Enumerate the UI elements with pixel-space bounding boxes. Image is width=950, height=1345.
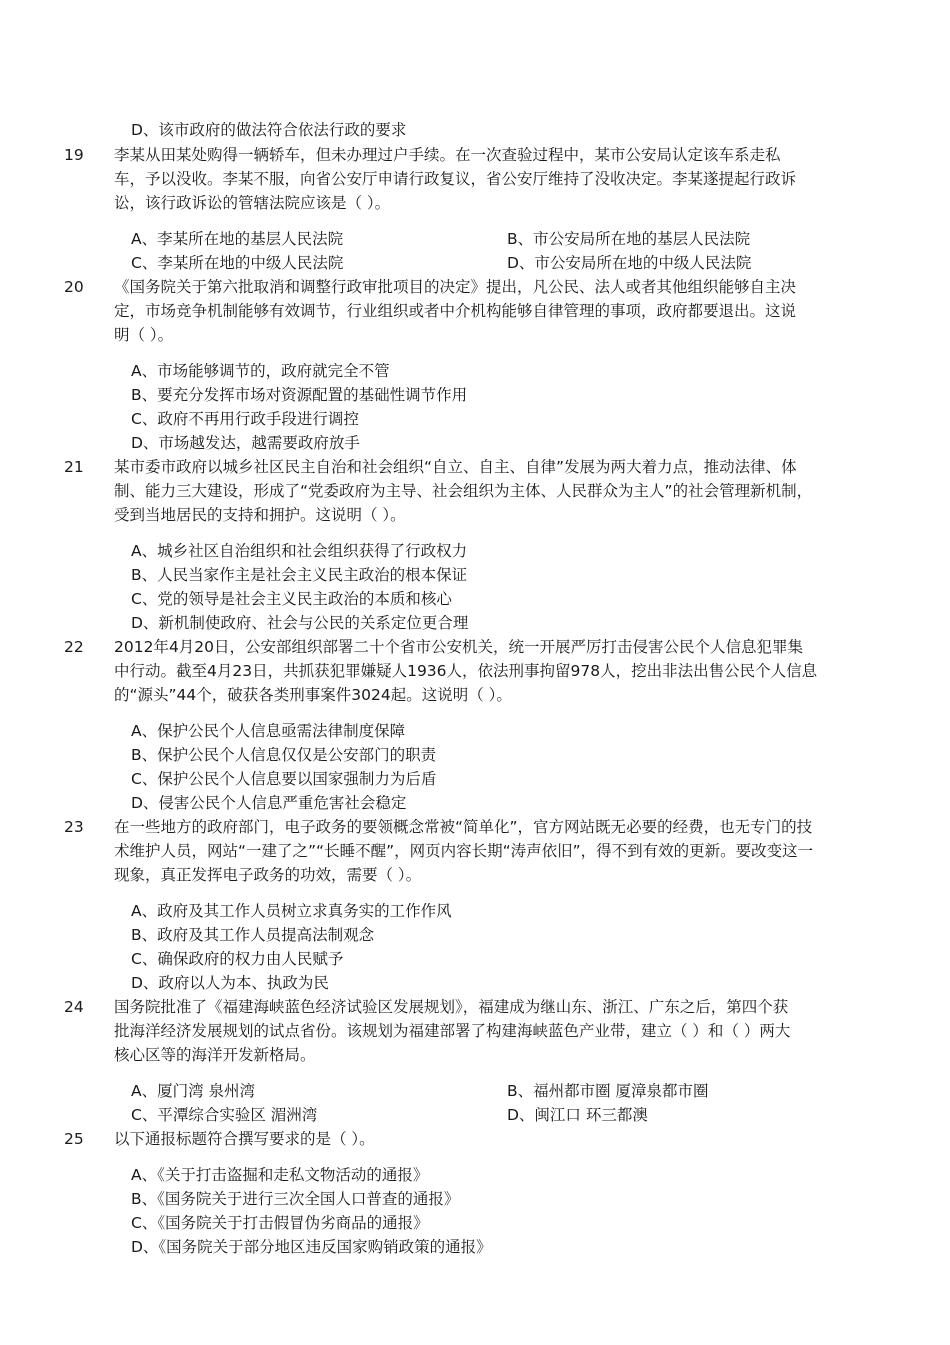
option-b[interactable]: B、人民当家作主是社会主义民主政治的根本保证 <box>131 566 468 584</box>
option-d[interactable]: D、市公安局所在地的中级人民法院 <box>507 254 752 272</box>
question-text-line: 在一些地方的政府部门，电子政务的要领概念常被“简单化”，官方网站既无必要的经费，也无专门的技 <box>114 818 813 836</box>
option-c[interactable]: C、平潭综合实验区 湄洲湾 <box>131 1106 318 1124</box>
question-number: 19 <box>64 146 84 164</box>
option-c[interactable]: C、保护公民个人信息要以国家强制力为后盾 <box>131 770 437 788</box>
question-text-line: 术维护人员，网站“一建了之”“长睡不醒”，网页内容长期“涛声依旧”，得不到有效的更新。要改变这一 <box>114 842 814 860</box>
question-text-line: 车，予以没收。李某不服，向省公安厅申请行政复议，省公安厅维持了没收决定。李某遂提起行政诉 <box>114 170 797 188</box>
question-text-line: 以下通报标题符合撰写要求的是（ ）。 <box>114 1130 375 1148</box>
question-text-line: 核心区等的海洋开发新格局。 <box>114 1046 316 1064</box>
option-c[interactable]: C、确保政府的权力由人民赋予 <box>131 950 344 968</box>
option-a[interactable]: A、《关于打击盗掘和走私文物活动的通报》 <box>131 1166 429 1184</box>
question-number: 20 <box>64 278 84 296</box>
option-a[interactable]: A、李某所在地的基层人民法院 <box>131 230 344 248</box>
option-a[interactable]: A、政府及其工作人员树立求真务实的工作作风 <box>131 902 452 920</box>
option-c[interactable]: C、政府不再用行政手段进行调控 <box>131 410 359 428</box>
option-d[interactable]: D、《国务院关于部分地区违反国家购销政策的通报》 <box>131 1238 492 1256</box>
option-a[interactable]: A、保护公民个人信息亟需法律制度保障 <box>131 722 406 740</box>
option-b[interactable]: B、市公安局所在地的基层人民法院 <box>507 230 751 248</box>
option-b[interactable]: B、保护公民个人信息仅仅是公安部门的职责 <box>131 746 437 764</box>
question-text-line: 国务院批准了《福建海峡蓝色经济试验区发展规划》，福建成为继山东、浙江、广东之后，第四个获 <box>114 998 789 1016</box>
prev-question-option-d: D、该市政府的做法符合依法行政的要求 <box>131 121 407 139</box>
option-c[interactable]: C、党的领导是社会主义民主政治的本质和核心 <box>131 590 452 608</box>
option-d[interactable]: D、政府以人为本、执政为民 <box>131 974 329 992</box>
option-d[interactable]: D、闽江口 环三都澳 <box>507 1106 648 1124</box>
question-text-line: 某市委市政府以城乡社区民主自治和社会组织“自立、自主、自律”发展为两大着力点，推动法律、体 <box>114 458 797 476</box>
option-a[interactable]: A、城乡社区自治组织和社会组织获得了行政权力 <box>131 542 468 560</box>
question-text-line: 受到当地居民的支持和拥护。这说明（ ）。 <box>114 506 406 524</box>
question-text-line: 定，市场竞争机制能够有效调节，行业组织或者中介机构能够自律管理的事项，政府都要退出。这说 <box>114 302 797 320</box>
option-b[interactable]: B、福州都市圈 厦漳泉都市圈 <box>507 1082 709 1100</box>
question-text-line: 2012年4月20日，公安部组织部署二十个省市公安机关，统一开展严厉打击侵害公民个人信息犯罪集 <box>114 638 804 656</box>
question-text-line: 批海洋经济发展规划的试点省份。该规划为福建部署了构建海峡蓝色产业带，建立（ ）和（ ）两大 <box>114 1022 791 1040</box>
option-d[interactable]: D、市场越发达，越需要政府放手 <box>131 434 360 452</box>
option-c[interactable]: C、李某所在地的中级人民法院 <box>131 254 344 272</box>
question-number: 22 <box>64 638 84 656</box>
option-a[interactable]: A、厦门湾 泉州湾 <box>131 1082 256 1100</box>
option-b[interactable]: B、《国务院关于进行三次全国人口普查的通报》 <box>131 1190 460 1208</box>
question-text-line: 现象，真正发挥电子政务的功效，需要（ ）。 <box>114 866 422 884</box>
option-a[interactable]: A、市场能够调节的，政府就完全不管 <box>131 362 390 380</box>
question-number: 25 <box>64 1130 84 1148</box>
question-text-line: 中行动。截至4月23日，共抓获犯罪嫌疑人1936人，依法刑事拘留978人，挖出非法出售公民个人信息 <box>114 662 818 680</box>
question-text-line: 李某从田某处购得一辆轿车，但未办理过户手续。在一次查验过程中，某市公安局认定该车系走私 <box>114 146 781 164</box>
question-text-line: 讼，该行政诉讼的管辖法院应该是（ ）。 <box>114 194 391 212</box>
option-c[interactable]: C、《国务院关于打击假冒伪劣商品的通报》 <box>131 1214 429 1232</box>
question-text-line: 的“源头”44个，破获各类刑事案件3024起。这说明（ ）。 <box>114 686 512 704</box>
question-text-line: 明（ ）。 <box>114 326 174 344</box>
question-text-line: 《国务院关于第六批取消和调整行政审批项目的决定》提出，凡公民、法人或者其他组织能够自主决 <box>114 278 797 296</box>
option-d[interactable]: D、新机制使政府、社会与公民的关系定位更合理 <box>131 614 469 632</box>
question-number: 24 <box>64 998 84 1016</box>
question-number: 21 <box>64 458 84 476</box>
question-text-line: 制、能力三大建设，形成了“党委政府为主导、社会组织为主体、人民群众为主人”的社会管理新机制， <box>114 482 813 500</box>
option-d[interactable]: D、侵害公民个人信息严重危害社会稳定 <box>131 794 407 812</box>
option-b[interactable]: B、政府及其工作人员提高法制观念 <box>131 926 375 944</box>
question-number: 23 <box>64 818 84 836</box>
option-b[interactable]: B、要充分发挥市场对资源配置的基础性调节作用 <box>131 386 468 404</box>
